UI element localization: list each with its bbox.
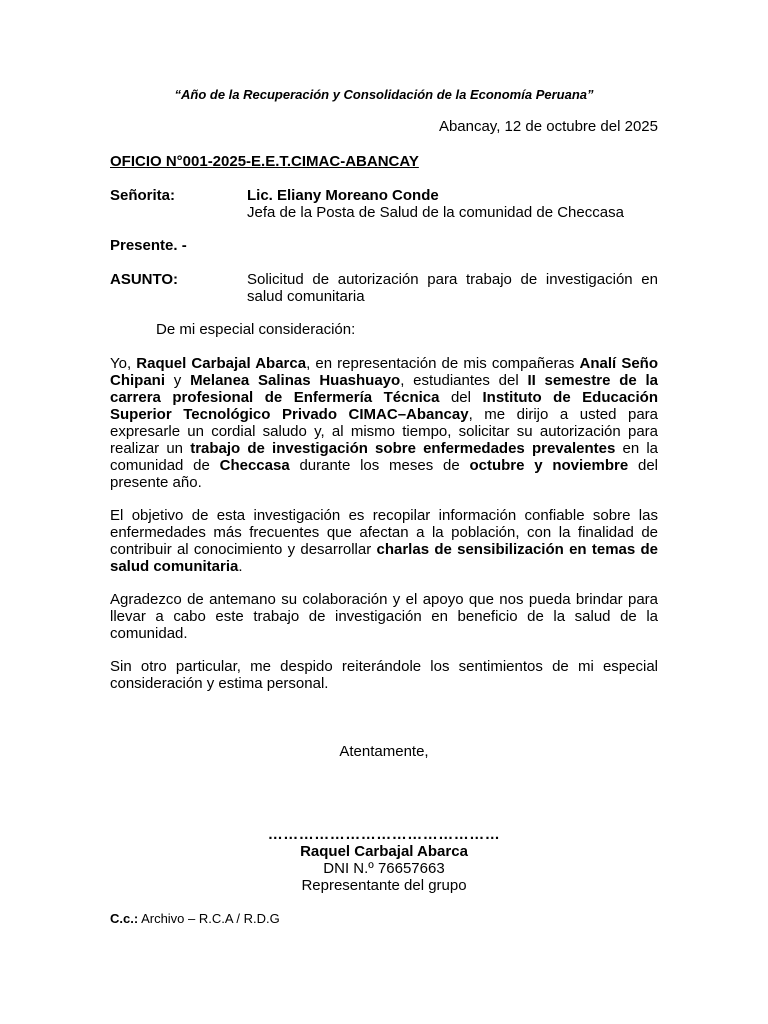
institute-name: Instituto de Educación Superior Tecnológico Privado CIMAC–Abancay bbox=[110, 389, 659, 423]
student-name: Raquel Carbajal Abarca bbox=[136, 355, 307, 372]
signature-block bbox=[110, 826, 658, 894]
text-run: Yo, bbox=[110, 355, 137, 372]
subject-label: ASUNTO: bbox=[110, 271, 179, 288]
addressee-details bbox=[247, 187, 658, 221]
cc-label: C.c.: bbox=[110, 911, 139, 926]
body-paragraph-4: Sin otro particular, me despido reiterándole los sentimientos de mi especial consideración y estima personal. bbox=[110, 658, 658, 692]
career-semester: II semestre de la carrera profesional de Enfermería Técnica bbox=[110, 372, 658, 406]
letter-page bbox=[110, 0, 658, 1024]
text-run: , estudiantes del bbox=[400, 372, 528, 389]
subject-block bbox=[110, 271, 658, 305]
year-motto: “Año de la Recuperación y Consolidación de la Economía Peruana” bbox=[174, 87, 594, 102]
classmate-name-2: Melanea Salinas Huashuayo bbox=[190, 372, 401, 389]
community-name: Checcasa bbox=[219, 457, 290, 474]
presente-line: Presente. - bbox=[110, 237, 187, 254]
closing-phrase: Atentamente, bbox=[339, 743, 429, 760]
oficio-number: OFICIO N°001-2025-E.E.T.CIMAC-ABANCAY bbox=[110, 153, 419, 170]
text-run: y bbox=[165, 372, 191, 389]
addressee-label: Señorita: bbox=[110, 187, 176, 204]
text-run: del presente año. bbox=[110, 457, 658, 491]
body-paragraph-2 bbox=[110, 507, 658, 575]
letter-date: Abancay, 12 de octubre del 2025 bbox=[438, 118, 658, 135]
text-run: del bbox=[439, 389, 483, 406]
signer-name: Raquel Carbajal Abarca bbox=[300, 843, 468, 860]
text-run: en la comunidad de bbox=[110, 440, 659, 474]
text-run: , en representación de mis compañeras bbox=[306, 355, 580, 372]
salutation: De mi especial consideración: bbox=[156, 321, 356, 338]
text-run: durante los meses de bbox=[289, 457, 470, 474]
text-run: , me dirijo a usted para expresarle un cordial saludo y, al mismo tiempo, solicitar su autorización para realizar un bbox=[110, 406, 659, 457]
signer-role: Representante del grupo bbox=[301, 877, 467, 894]
carbon-copy bbox=[110, 910, 658, 927]
cc-text: Archivo – R.C.A / R.D.G bbox=[138, 911, 280, 926]
addressee-role: Jefa de la Posta de Salud de la comunidad de Checcasa bbox=[247, 204, 624, 221]
body-paragraph-3: Agradezco de antemano su colaboración y el apoyo que nos pueda brindar para llevar a cabo este trabajo de investigación en beneficio de la salud de la comunidad. bbox=[110, 591, 658, 642]
subject-text: Solicitud de autorización para trabajo de investigación en salud comunitaria bbox=[247, 271, 658, 305]
text-run: El objetivo de esta investigación es recopilar información confiable sobre las enfermedades más frecuentes que afectan a la población, con la finalidad de contribuir al conocimiento y desarrollar bbox=[110, 507, 658, 558]
addressee-block bbox=[110, 187, 658, 221]
research-topic: trabajo de investigación sobre enfermedades prevalentes bbox=[190, 440, 616, 457]
body-paragraph-1 bbox=[110, 355, 658, 491]
research-months: octubre y noviembre bbox=[469, 457, 629, 474]
signature-line: ……………………………………… bbox=[267, 826, 501, 843]
addressee-name: Lic. Eliany Moreano Conde bbox=[247, 187, 439, 204]
talks-topic: charlas de sensibilización en temas de salud comunitaria bbox=[110, 541, 658, 575]
text-run: . bbox=[238, 558, 243, 575]
classmate-name-1: Analí Seño Chipani bbox=[110, 355, 658, 389]
signer-dni: DNI N.º 76657663 bbox=[323, 860, 445, 877]
